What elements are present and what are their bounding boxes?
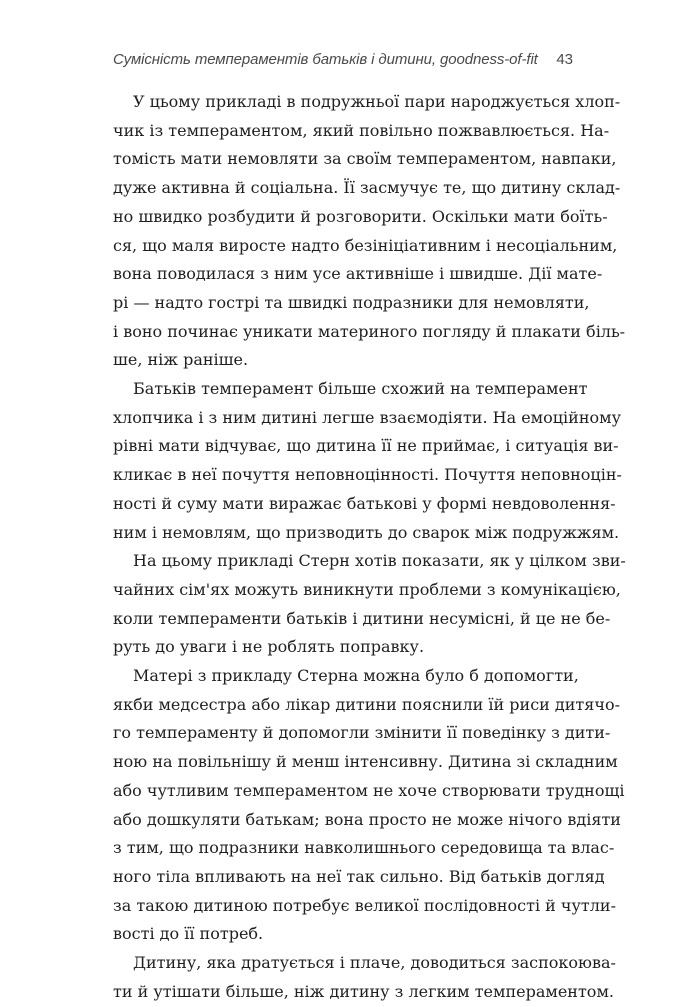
text-line: Дитину, яка дратується і плаче, доводиться заспокоюва- (133, 953, 616, 973)
text-line: Батьків темперамент більше схожий на темперамент (133, 379, 588, 399)
text-line: або чутливим темпераментом не хоче створювати труднощі (113, 780, 625, 800)
text-line: ся, що маля виросте надто безініціативним і несоціальним, (113, 235, 618, 255)
paragraph (113, 949, 616, 1006)
text-line: рівні мати відчуває, що дитина її не приймає, і ситуація ви- (113, 436, 619, 456)
page-number: 43 (556, 51, 573, 68)
paragraph (113, 375, 622, 547)
paragraph (113, 547, 626, 662)
text-line: за такою дитиною потребує великої послідовності й чутли- (113, 895, 616, 915)
text-line: чик із темпераментом, який повільно пожвавлюється. На- (113, 120, 610, 140)
text-line: кликає в неї почуття неповноцінності. Почуття неповноцін- (113, 465, 622, 485)
text-line: чайних сім'ях можуть виникнути проблеми з комунікацією, (113, 579, 621, 599)
text-line: ти й утішати більше, ніж дитину з легким темпераментом. (113, 981, 614, 1001)
text-line: якби медсестра або лікар дитини пояснили їй риси дитячо- (113, 694, 620, 714)
text-line: руть до уваги і не роблять поправку. (113, 637, 425, 657)
text-line: ного тіла впливають на неї так сильно. Від батьків догляд (113, 866, 605, 886)
text-line: томість мати немовляти за своїм темпераментом, навпаки, (113, 149, 617, 169)
text-line: з тим, що подразники навколишнього середовища та влас- (113, 838, 615, 858)
text-line: коли темпераменти батьків і дитини несумісні, й це не бе- (113, 608, 611, 628)
text-line: вості до її потреб. (113, 924, 264, 944)
text-line: Матері з прикладу Стерна можна було б допомогти, (133, 666, 579, 686)
running-title: Сумісність темпераментів батьків і дитини, goodness-of-fit (113, 51, 538, 68)
text-line: ності й суму мати виражає батькові у формі невдоволення- (113, 493, 616, 513)
text-line: рі — надто гострі та швидкі подразники для немовляти, (113, 292, 590, 312)
text-line: і воно починає уникати материного погляду й плакати біль- (113, 321, 626, 341)
text-line: хлопчика і з ним дитині легше взаємодіяти. На емоційному (113, 407, 621, 427)
page-header (113, 51, 573, 77)
body-text (113, 88, 626, 1007)
text-line: ною на повільнішу й менш інтенсивну. Дитина зі складним (113, 752, 618, 772)
text-line: або дошкуляти батькам; вона просто не може нічого вдіяти (113, 809, 621, 829)
text-line: На цьому прикладі Стерн хотів показати, як у цілком зви- (133, 551, 626, 571)
text-line: го темпераменту й допомогли змінити її поведінку з дити- (113, 723, 611, 743)
text-line: дуже активна й соціальна. Її засмучує те, що дитину склад- (113, 178, 621, 198)
paragraph (113, 662, 625, 949)
paragraph (113, 88, 626, 375)
text-line: ше, ніж раніше. (113, 350, 249, 370)
text-line: У цьому прикладі в подружньої пари народжується хлоп- (133, 92, 621, 111)
text-line: вона поводилася з ним усе активніше і швидше. Дії мате- (113, 264, 603, 284)
text-line: ним і немовлям, що призводить до сварок між подружжям. (113, 522, 620, 542)
text-line: но швидко розбудити й розговорити. Оскільки мати боїть- (113, 206, 608, 226)
